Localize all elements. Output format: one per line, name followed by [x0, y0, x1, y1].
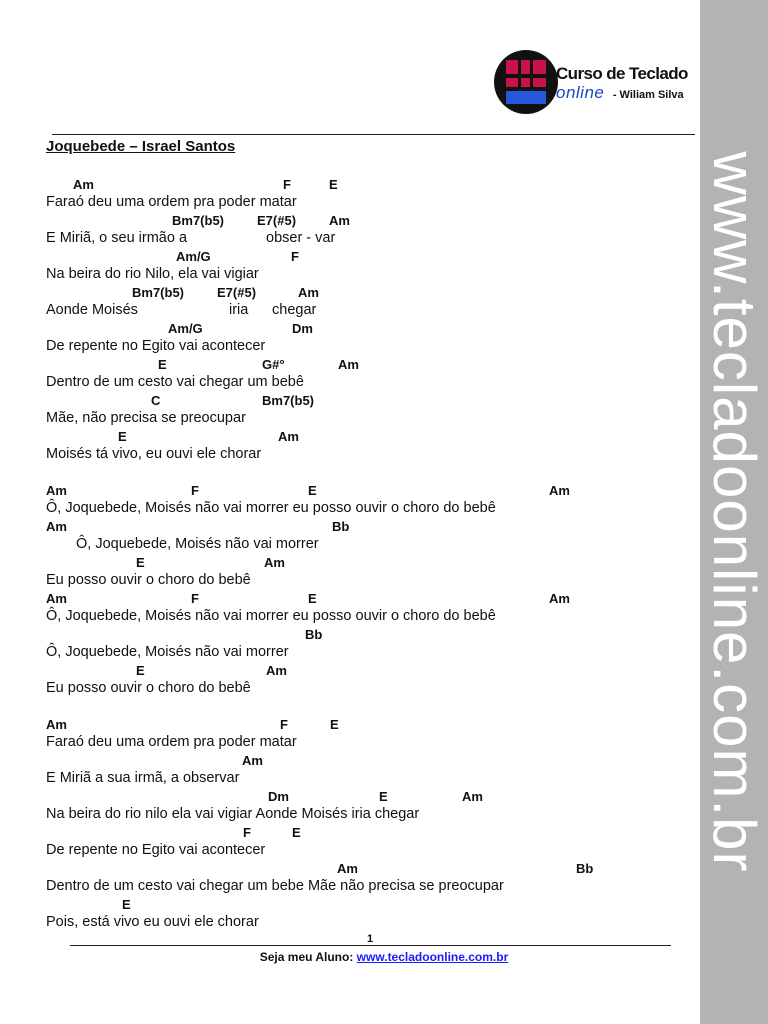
chord: Am [549, 591, 570, 606]
chord: Bb [305, 627, 323, 642]
footer-label: Seja meu Aluno: [259, 950, 354, 964]
chord: Am [264, 555, 285, 570]
lyric-line [46, 680, 696, 698]
lyric-line [46, 374, 696, 392]
side-banner-url: www.tecladoonline.com.br [701, 151, 768, 873]
lyric-line [46, 644, 696, 662]
chord-sheet [46, 176, 696, 932]
chord: E [122, 897, 131, 912]
chord-line [46, 212, 696, 230]
lyric-text: obser - var [266, 230, 336, 246]
chord-line [46, 590, 696, 608]
chord: Am [46, 519, 67, 534]
lyric-line [46, 194, 696, 212]
chord-line [46, 284, 696, 302]
chord: E [158, 357, 167, 372]
chord-line [46, 824, 696, 842]
lyric-text: Na beira do rio nilo ela vai vigiar Aonde Moisés iria chegar [46, 806, 420, 822]
lyric-text: Moisés tá vivo, eu ouvi ele chorar [46, 446, 262, 462]
chord: Dm [268, 789, 289, 804]
lyric-line [46, 806, 696, 824]
lyric-line [46, 734, 696, 752]
lyric-text: Faraó deu uma ordem pra poder matar [46, 194, 297, 210]
lyric-text: De repente no Egito vai acontecer [46, 338, 266, 354]
chord-line [46, 788, 696, 806]
chord: E [292, 825, 301, 840]
chord-line [46, 482, 696, 500]
chord: E [118, 429, 127, 444]
chord: G#° [262, 357, 285, 372]
lyric-line [46, 500, 696, 518]
lyric-text: iria [229, 302, 249, 318]
footer [0, 950, 768, 964]
lyric-text: Eu posso ouvir o choro do bebê [46, 680, 251, 696]
lyric-line [46, 266, 696, 284]
chord: Am [337, 861, 358, 876]
chord: Am [298, 285, 319, 300]
chord-line [46, 860, 696, 878]
lyric-text: Pois, está vivo eu ouvi ele chorar [46, 914, 259, 930]
lyric-text: De repente no Egito vai acontecer [46, 842, 266, 858]
chord-line [46, 356, 696, 374]
chord-line [46, 428, 696, 446]
chord-line [46, 752, 696, 770]
chord: Am [73, 177, 94, 192]
page-number: 1 [367, 933, 374, 945]
chord: F [291, 249, 299, 264]
chord-line [46, 248, 696, 266]
chord: E [308, 483, 317, 498]
lyric-line [46, 536, 696, 554]
chord-line [46, 896, 696, 914]
lyric-text: Ô, Joquebede, Moisés não vai morrer eu posso ouvir o choro do bebê [46, 608, 496, 624]
chord: F [283, 177, 291, 192]
chord-line [46, 554, 696, 572]
chord: Am [462, 789, 483, 804]
chord: Bm7(b5) [172, 213, 225, 228]
lyric-line [46, 338, 696, 356]
chord-line [46, 662, 696, 680]
chord: E [136, 555, 145, 570]
lyric-line [46, 446, 696, 464]
chord-line [46, 626, 696, 644]
chord: F [191, 483, 199, 498]
song-title: Joquebede – Israel Santos [46, 138, 236, 155]
lyric-text: Ô, Joquebede, Moisés não vai morrer eu posso ouvir o choro do bebê [46, 500, 496, 516]
chord: E7(#5) [217, 285, 257, 300]
chord: E [308, 591, 317, 606]
chord-line [46, 320, 696, 338]
stanza-gap [46, 464, 696, 482]
lyric-text: Aonde Moisés [46, 302, 138, 318]
chord: Am [329, 213, 350, 228]
lyric-text: Eu posso ouvir o choro do bebê [46, 572, 251, 588]
chord: Am [46, 483, 67, 498]
chord: E [136, 663, 145, 678]
chord: Am [46, 717, 67, 732]
lyric-line [46, 608, 696, 626]
chord: Am [549, 483, 570, 498]
lyric-text: E Miriã a sua irmã, a observar [46, 770, 240, 786]
chord: C [151, 393, 161, 408]
lyric-text: Na beira do rio Nilo, ela vai vigiar [46, 266, 259, 282]
lyric-text: Mãe, não precisa se preocupar [46, 410, 246, 426]
lyric-text: Faraó deu uma ordem pra poder matar [46, 734, 297, 750]
lyric-line [46, 770, 696, 788]
chord-line [46, 176, 696, 194]
chord: F [280, 717, 288, 732]
lyric-line [46, 302, 696, 320]
chord: Dm [292, 321, 313, 336]
chord-line [46, 518, 696, 536]
lyric-line [46, 572, 696, 590]
lyric-line [46, 230, 696, 248]
logo-keyboard-icon [494, 50, 558, 114]
chord-line [46, 392, 696, 410]
header-divider [52, 134, 695, 135]
chord: Am [242, 753, 263, 768]
lyric-text: E Miriã, o seu irmão a [46, 230, 188, 246]
logo-online: online [556, 83, 605, 102]
stanza-gap [46, 698, 696, 716]
logo-author: - Wiliam Silva [612, 89, 684, 101]
footer-divider [70, 945, 671, 946]
chord: F [243, 825, 251, 840]
chord: Am [266, 663, 287, 678]
lyric-line [46, 878, 696, 896]
logo-title: Curso de Teclado [556, 64, 688, 83]
chord: Am [338, 357, 359, 372]
logo-subtitle [556, 83, 684, 103]
chord: Bm7(b5) [132, 285, 185, 300]
chord: Am/G [176, 249, 211, 264]
chord: Bm7(b5) [262, 393, 315, 408]
lyric-text: Dentro de um cesto vai chegar um bebê [46, 374, 304, 390]
lyric-line [46, 842, 696, 860]
footer-link[interactable]: www.tecladoonline.com.br [356, 950, 509, 964]
logo [494, 50, 694, 114]
lyric-text: Ô, Joquebede, Moisés não vai morrer [46, 644, 289, 660]
chord: Bb [576, 861, 594, 876]
chord-line [46, 716, 696, 734]
lyric-line [46, 410, 696, 428]
lyric-text: chegar [272, 302, 317, 318]
chord: Am/G [168, 321, 203, 336]
chord: E [379, 789, 388, 804]
chord: Am [46, 591, 67, 606]
lyric-line [46, 914, 696, 932]
chord: Bb [332, 519, 350, 534]
chord: E [330, 717, 339, 732]
lyric-text: Ô, Joquebede, Moisés não vai morrer [76, 536, 319, 552]
lyric-text: Dentro de um cesto vai chegar um bebe Mãe não precisa se preocupar [46, 878, 504, 894]
chord: E [329, 177, 338, 192]
chord: Am [278, 429, 299, 444]
chord: F [191, 591, 199, 606]
chord: E7(#5) [257, 213, 297, 228]
